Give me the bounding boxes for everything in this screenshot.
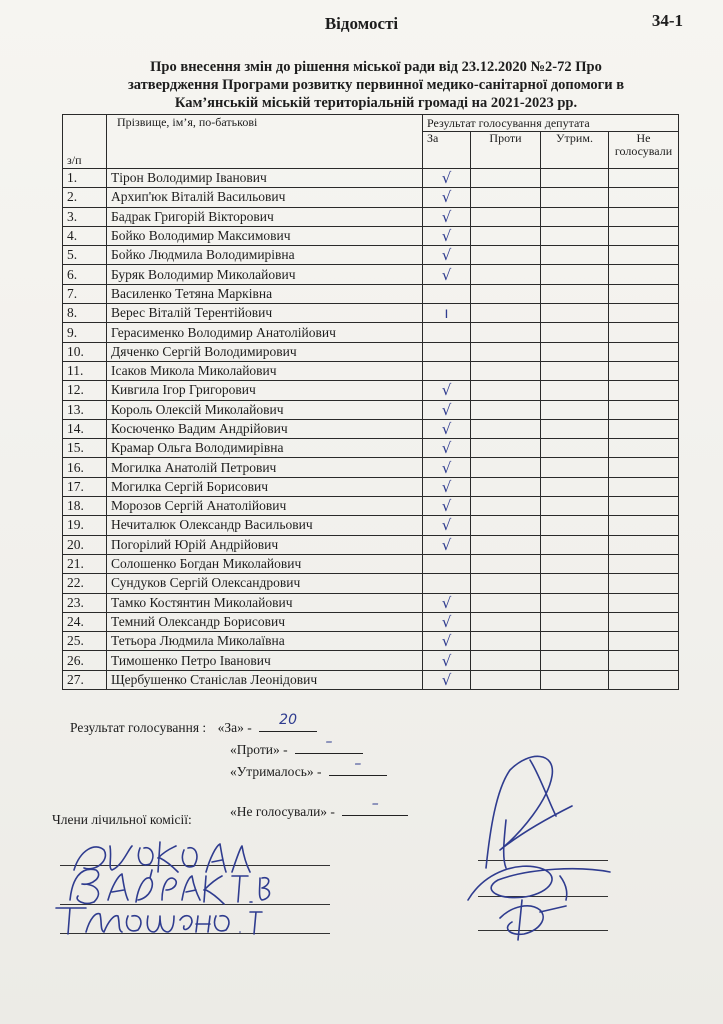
- column-header-result: Результат голосування депутата: [423, 115, 679, 132]
- row-number: 13.: [63, 400, 107, 419]
- document-title: Відомості: [324, 14, 399, 33]
- deputy-name: Могилка Сергій Борисович: [107, 477, 423, 496]
- result-utrym-label: «Утрималось» -: [230, 764, 322, 779]
- deputy-name: Архип'юк Віталій Васильович: [107, 188, 423, 207]
- result-za-value: 20: [279, 712, 297, 728]
- signature-tymoshenko: [56, 908, 262, 934]
- row-number: 16.: [63, 458, 107, 477]
- deputy-name: Тетьора Людмила Миколаївна: [107, 632, 423, 651]
- row-number: 27.: [63, 670, 107, 689]
- deputy-name: Тамко Костянтин Миколайович: [107, 593, 423, 612]
- vote-za-cell: √: [423, 516, 471, 535]
- deputy-name: Тірон Володимир Іванович: [107, 169, 423, 188]
- vote-za-cell: ı: [423, 304, 471, 323]
- subtitle-line: Про внесення змін до рішення міської ради від 23.12.2020 №2-72 Про: [150, 59, 602, 75]
- row-number: 15.: [63, 439, 107, 458]
- column-header-proty: Проти: [471, 132, 541, 169]
- deputy-name: Дяченко Сергій Володимирович: [107, 342, 423, 361]
- commission-label: Члени лічильної комісії:: [52, 812, 192, 827]
- row-number: 6.: [63, 265, 107, 284]
- subtitle-line: Кам’янській міській територіальній громаді на 2021-2023 рр.: [174, 95, 578, 111]
- row-number: 20.: [63, 535, 107, 554]
- row-number: 12.: [63, 381, 107, 400]
- row-number: 2.: [63, 188, 107, 207]
- signature-badrak: [70, 869, 270, 904]
- deputy-name: Косюченко Вадим Андрійович: [107, 419, 423, 438]
- deputy-name: Крамар Ольга Володимирівна: [107, 439, 423, 458]
- signature-right-2: [468, 866, 610, 900]
- vote-za-cell: √: [423, 226, 471, 245]
- deputy-name: Могилка Анатолій Петрович: [107, 458, 423, 477]
- vote-za-cell: √: [423, 612, 471, 631]
- row-number: 23.: [63, 593, 107, 612]
- deputy-name: Василенко Тетяна Марківна: [107, 284, 423, 303]
- deputy-name: Король Олексій Миколайович: [107, 400, 423, 419]
- vote-za-cell: √: [423, 477, 471, 496]
- signature-boiko: [74, 842, 250, 872]
- row-number: 19.: [63, 516, 107, 535]
- row-number: 8.: [63, 304, 107, 323]
- deputy-name: Погорілий Юрій Андрійович: [107, 535, 423, 554]
- deputy-name: Ісаков Микола Миколайович: [107, 361, 423, 380]
- vote-za-cell: √: [423, 535, 471, 554]
- vote-za-cell: √: [423, 246, 471, 265]
- row-number: 21.: [63, 554, 107, 573]
- vote-za-cell: √: [423, 670, 471, 689]
- vote-za-cell: √: [423, 497, 471, 516]
- row-number: 3.: [63, 207, 107, 226]
- result-heading: Результат голосування :: [70, 720, 207, 735]
- column-header-number: з/п: [63, 115, 107, 169]
- vote-za-cell: √: [423, 381, 471, 400]
- row-number: 5.: [63, 246, 107, 265]
- vote-za-cell: √: [423, 593, 471, 612]
- deputy-name: Темний Олександр Борисович: [107, 612, 423, 631]
- result-utrym-value: –: [354, 756, 362, 772]
- result-proty-value: –: [325, 734, 333, 750]
- column-header-za: За: [423, 132, 471, 169]
- vote-za-cell: √: [423, 400, 471, 419]
- deputy-name: Буряк Володимир Миколайович: [107, 265, 423, 284]
- row-number: 24.: [63, 612, 107, 631]
- column-header-ne-line1: Не: [636, 131, 651, 145]
- column-header-ne-line2: голосували: [614, 144, 673, 158]
- document-number: 34-1: [651, 11, 683, 30]
- vote-za-cell: √: [423, 439, 471, 458]
- deputy-name: Морозов Сергій Анатолійович: [107, 497, 423, 516]
- row-number: 18.: [63, 497, 107, 516]
- deputy-name: Герасименко Володимир Анатолійович: [107, 323, 423, 342]
- row-number: 4.: [63, 226, 107, 245]
- result-ne-value: –: [371, 796, 379, 812]
- row-number: 7.: [63, 284, 107, 303]
- deputy-name: Нечиталюк Олександр Васильович: [107, 516, 423, 535]
- row-number: 22.: [63, 574, 107, 593]
- deputy-name: Бадрак Григорій Вікторович: [107, 207, 423, 226]
- row-number: 17.: [63, 477, 107, 496]
- row-number: 9.: [63, 323, 107, 342]
- deputy-name: Щербушенко Станіслав Леонідович: [107, 670, 423, 689]
- vote-za-cell: √: [423, 419, 471, 438]
- vote-za-cell: √: [423, 188, 471, 207]
- deputy-name: Бойко Людмила Володимирівна: [107, 246, 423, 265]
- signature-right-1: [486, 756, 572, 868]
- vote-za-cell: √: [423, 632, 471, 651]
- deputy-name: Верес Віталій Терентійович: [107, 304, 423, 323]
- vote-za-cell: √: [423, 458, 471, 477]
- row-number: 11.: [63, 361, 107, 380]
- row-number: 14.: [63, 419, 107, 438]
- result-proty-label: «Проти» -: [230, 742, 288, 757]
- deputy-name: Тимошенко Петро Іванович: [107, 651, 423, 670]
- column-header-name: Прізвище, ім’я, по-батькові: [107, 115, 423, 169]
- deputy-name: Сундуков Сергій Олександрович: [107, 574, 423, 593]
- vote-za-cell: √: [423, 207, 471, 226]
- row-number: 25.: [63, 632, 107, 651]
- row-number: 26.: [63, 651, 107, 670]
- row-number: 1.: [63, 169, 107, 188]
- result-za-label: «За» -: [217, 720, 252, 735]
- row-number: 10.: [63, 342, 107, 361]
- result-ne-label: «Не голосували» -: [230, 804, 335, 819]
- deputy-name: Солошенко Богдан Миколайович: [107, 554, 423, 573]
- deputy-name: Бойко Володимир Максимович: [107, 226, 423, 245]
- deputy-name: Кивгила Ігор Григорович: [107, 381, 423, 400]
- column-header-utrym: Утрим.: [541, 132, 609, 169]
- subtitle-line: затвердження Програми розвитку первинної медико-санітарної допомоги в: [127, 77, 625, 93]
- vote-za-cell: √: [423, 651, 471, 670]
- vote-za-cell: √: [423, 169, 471, 188]
- vote-za-cell: √: [423, 265, 471, 284]
- signature-right-3: [500, 900, 566, 940]
